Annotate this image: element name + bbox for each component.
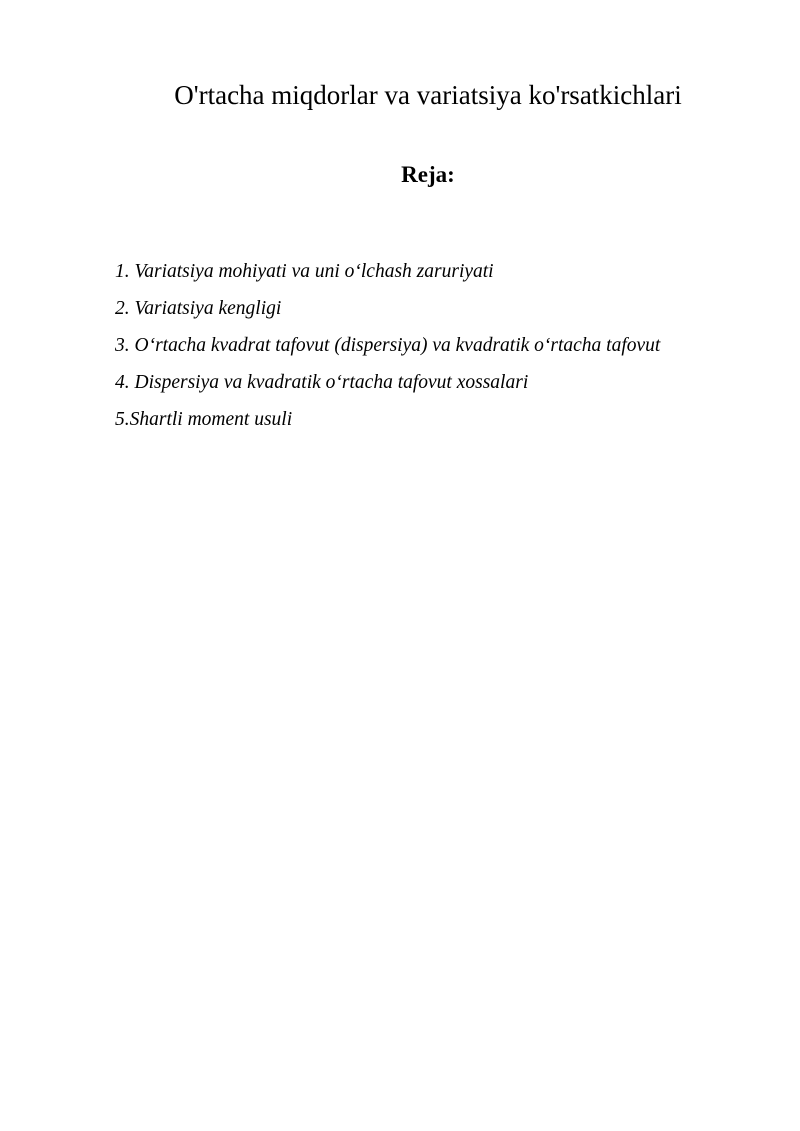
plan-item-5: 5.Shartli moment usuli [115, 409, 293, 430]
plan-item-3: 3. Oʻrtacha kvadrat tafovut (dispersiya) va kvadratik oʻrtacha tafovut [115, 335, 661, 356]
document-title: O'rtacha miqdorlar va variatsiya ko'rsatkichlari [174, 80, 682, 110]
plan-item-4: 4. Dispersiya va kvadratik oʻrtacha tafovut xossalari [115, 372, 529, 393]
plan-list [115, 253, 660, 438]
plan-heading: Reja: [401, 162, 455, 187]
plan-item-2: 2. Variatsiya kengligi [115, 298, 282, 319]
plan-item-1: 1. Variatsiya mohiyati va uni oʻlchash zaruriyati [115, 261, 494, 282]
